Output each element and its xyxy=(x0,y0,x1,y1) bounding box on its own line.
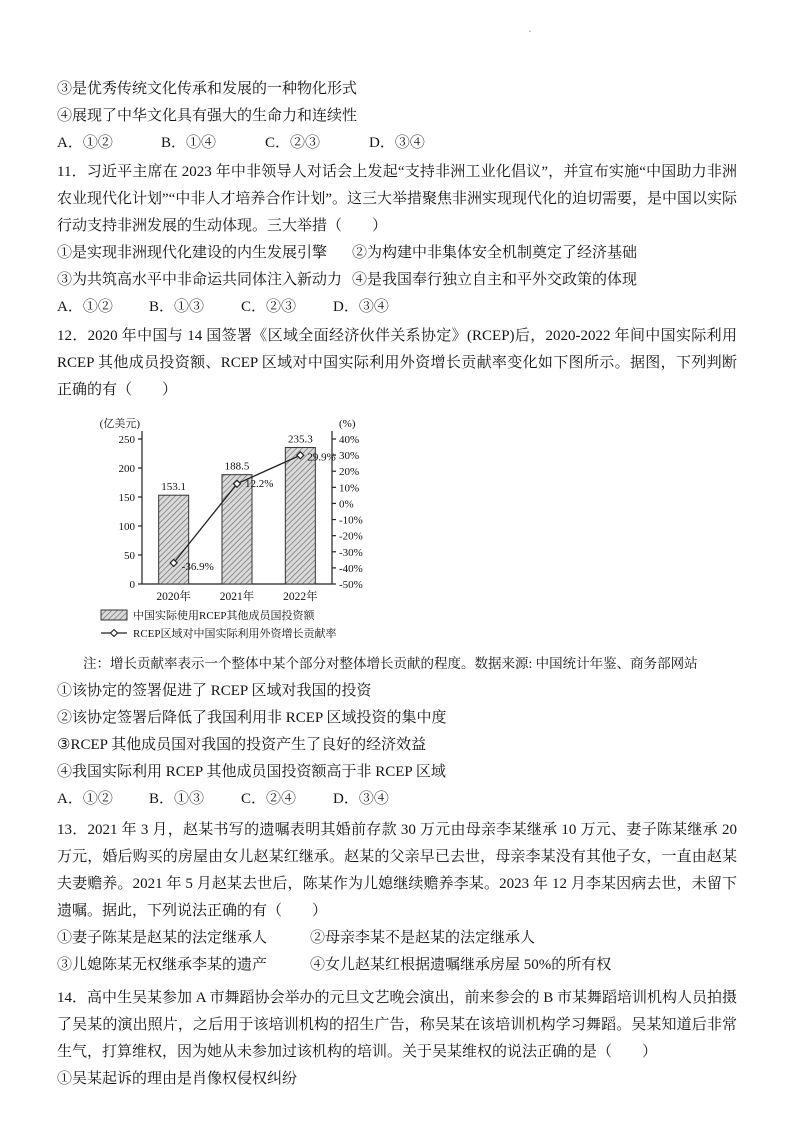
q11-option-a: A．①② xyxy=(57,299,113,315)
q12-stem: 12．2020 年中国与 14 国签署《区域全面经济伙伴关系协定》(RCEP)后，2020-2022 年间中国实际利用 RCEP 其他成员投资额、RCEP 区域对中国实际利用外资增长贡献率变化如下图所示。据图，下列判断正确的有（ ） xyxy=(57,328,737,398)
svg-text:(%): (%) xyxy=(339,418,356,430)
q12-choice-3: ③RCEP 其他成员国对我国的投资产生了良好的经济效益 xyxy=(57,737,427,753)
q10-item-4: ④展现了中华文化具有强大的生命力和连续性 xyxy=(57,108,358,124)
svg-text:0%: 0% xyxy=(339,498,354,511)
q13-stem: 13．2021 年 3 月，赵某书写的遗嘱表明其婚前存款 30 万元由母亲李某继承 10 万元、妻子陈某继承 20 万元，婚后购买的房屋由女儿赵某红继承。赵某的父亲早已去世，母亲李某没有其他子女，一直由赵某夫妻赡养。2021 年 5 月赵某去世后，陈某作为儿媳继续赡养李某。2023 年 12 月李某因病去世，未留下遗嘱。据此，下列说法正确的有（ ） xyxy=(57,822,737,919)
q13-choice-4: ④女儿赵某红根据遗嘱继承房屋 50%的所有权 xyxy=(310,957,612,973)
q13-choice-1: ①妻子陈某是赵某的法定继承人 xyxy=(57,930,268,946)
svg-text:188.5: 188.5 xyxy=(224,460,250,473)
page-content xyxy=(57,76,737,1093)
q12-option-c: C．②④ xyxy=(241,791,297,807)
q10-option-d: D．③④ xyxy=(369,135,425,151)
svg-text:-36.9%: -36.9% xyxy=(181,560,214,573)
q10-option-a: A．①② xyxy=(57,135,113,151)
page-artifact-dot: · xyxy=(528,24,532,38)
q10-options-row xyxy=(57,130,737,157)
svg-text:50: 50 xyxy=(124,550,135,562)
rcep-chart-figure xyxy=(87,414,737,648)
svg-text:20%: 20% xyxy=(339,466,360,479)
svg-text:-40%: -40% xyxy=(339,562,363,575)
svg-text:2021年: 2021年 xyxy=(219,591,255,603)
svg-text:29.9%: 29.9% xyxy=(307,451,336,464)
q12-option-b: B．①③ xyxy=(149,791,205,807)
chart-note: 注：增长贡献率表示一个整体中某个部分对整体增长贡献的程度。数据来源: 中国统计年鉴、商务部网站 xyxy=(83,656,698,671)
svg-text:-20%: -20% xyxy=(339,530,363,543)
svg-text:2022年: 2022年 xyxy=(283,591,318,603)
svg-text:-30%: -30% xyxy=(339,546,363,559)
q13-choice-2: ②母亲李某不是赵某的法定继承人 xyxy=(310,930,536,946)
svg-text:2020年: 2020年 xyxy=(156,591,191,603)
svg-text:10%: 10% xyxy=(339,482,360,495)
q12-choice-4: ④我国实际利用 RCEP 其他成员国投资额高于非 RCEP 区域 xyxy=(57,764,446,780)
q14-choice-1: ①吴某起诉的理由是肖像权侵权纠纷 xyxy=(57,1071,298,1087)
q11-choice-4: ④是我国奉行独立自主和平外交政策的体现 xyxy=(352,272,638,288)
svg-text:40%: 40% xyxy=(339,434,360,446)
svg-text:250: 250 xyxy=(118,434,135,446)
q11-option-c: C．②③ xyxy=(241,299,297,315)
svg-text:200: 200 xyxy=(118,463,135,475)
q11-choices-row-1 xyxy=(57,240,737,267)
q13-choices-row-2 xyxy=(57,952,737,979)
q11-option-d: D．③④ xyxy=(333,299,389,315)
q11-stem: 11．习近平主席在 2023 年中非领导人对话会上发起“支持非洲工业化倡议”，并宣布实施“中国助力非洲农业现代化计划”“中非人才培养合作计划”。这三大举措聚焦非洲实现现代化的迫切需要，是中国以实际行动支持非洲发展的生动体现。三大举措（ ） xyxy=(57,164,737,234)
q13-choices-row-1 xyxy=(57,925,737,952)
q12-choice-1: ①该协定的签署促进了 RCEP 区域对我国的投资 xyxy=(57,683,372,699)
q13-choice-3: ③儿媳陈某无权继承李某的遗产 xyxy=(57,957,268,973)
svg-text:150: 150 xyxy=(118,492,135,504)
svg-text:中国实际使用RCEP其他成员国投资额: 中国实际使用RCEP其他成员国投资额 xyxy=(133,610,315,622)
q10-option-b: B．①④ xyxy=(161,135,217,151)
svg-text:153.1: 153.1 xyxy=(161,481,187,494)
q10-option-c: C．②③ xyxy=(265,135,321,151)
svg-text:0: 0 xyxy=(129,579,135,591)
svg-text:235.3: 235.3 xyxy=(287,433,313,446)
svg-text:-50%: -50% xyxy=(339,579,363,591)
svg-text:100: 100 xyxy=(118,521,135,533)
svg-text:(亿美元): (亿美元) xyxy=(99,418,140,430)
q11-choice-1: ①是实现非洲现代化建设的内生发展引擎 xyxy=(57,245,328,261)
q11-choice-2: ②为构建中非集体安全机制奠定了经济基础 xyxy=(352,245,638,261)
q11-option-b: B．①③ xyxy=(149,299,205,315)
q12-options-row xyxy=(57,786,737,813)
q12-option-d: D．③④ xyxy=(333,791,389,807)
q12-choice-2: ②该协定签署后降低了我国利用非 RCEP 区域投资的集中度 xyxy=(57,710,447,726)
svg-text:12.2%: 12.2% xyxy=(245,477,274,490)
svg-text:RCEP区域对中国实际利用外资增长贡献率: RCEP区域对中国实际利用外资增长贡献率 xyxy=(133,628,337,640)
q10-item-3: ③是优秀传统文化传承和发展的一种物化形式 xyxy=(57,81,358,97)
rcep-combo-chart xyxy=(87,414,397,648)
q11-choice-3: ③为共筑高水平中非命运共同体注入新动力 xyxy=(57,272,343,288)
svg-text:30%: 30% xyxy=(339,450,360,463)
q12-option-a: A．①② xyxy=(57,791,113,807)
q11-choices-row-2 xyxy=(57,267,737,294)
q14-stem: 14．高中生吴某参加 A 市舞蹈协会举办的元旦文艺晚会演出，前来参会的 B 市某舞蹈培训机构人员拍摄了吴某的演出照片，之后用于该培训机构的招生广告，称吴某在该培训机构学习舞蹈。吴某知道后非常生气，打算维权，因为她从未参加过该机构的培训。关于吴某维权的说法正确的是（ ） xyxy=(57,990,738,1060)
q11-options-row xyxy=(57,294,737,321)
svg-text:-10%: -10% xyxy=(339,514,363,527)
